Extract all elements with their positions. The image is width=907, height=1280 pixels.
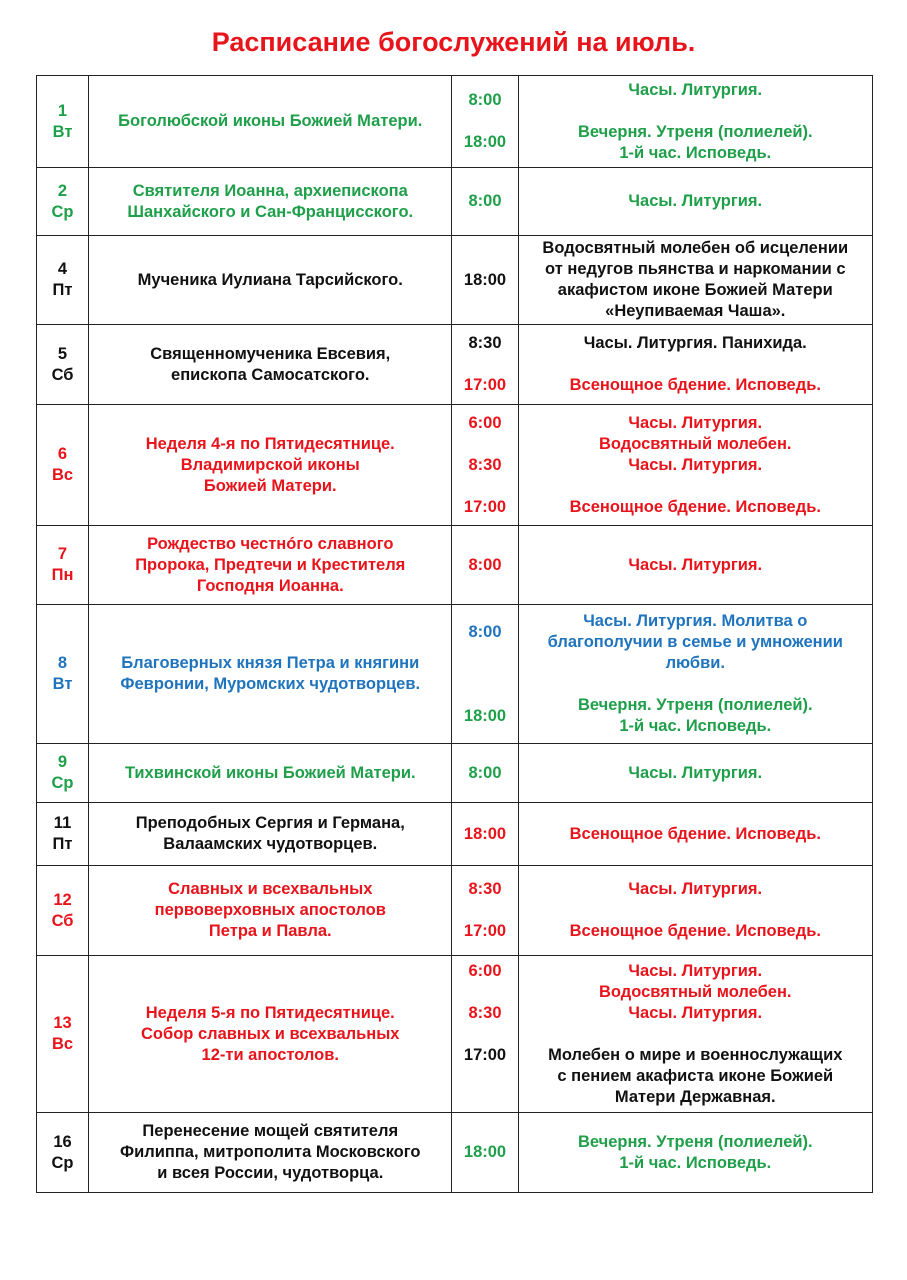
feast-line: Собор славных и всехвальных <box>141 1024 400 1043</box>
schedule-row <box>37 76 873 168</box>
day-number: 11 <box>53 814 72 832</box>
feast-line: Неделя 5-я по Пятидесятнице. <box>145 1003 395 1022</box>
service-line: Вечерня. Утреня (полиелей). <box>577 1132 813 1151</box>
weekday: Пн <box>51 566 74 584</box>
day-number: 9 <box>57 753 68 771</box>
feast-cell <box>89 405 452 526</box>
service-line: Водосвятный молебен. <box>599 982 792 1001</box>
weekday: Вт <box>52 675 73 693</box>
service-time: 8:00 <box>468 763 502 782</box>
feast-cell <box>89 866 452 956</box>
service-line: Водосвятный молебен. <box>599 434 792 453</box>
weekday: Вс <box>51 1035 74 1053</box>
service-time: 8:30 <box>468 334 502 352</box>
feast-cell <box>89 236 452 325</box>
services-cell <box>518 168 872 236</box>
feast-line: 12-ти апостолов. <box>201 1045 339 1064</box>
service-time: 17:00 <box>463 376 507 394</box>
time-cell <box>452 744 518 803</box>
service-line: 1-й час. Исповедь. <box>619 143 772 162</box>
time-cell <box>452 1113 518 1193</box>
time-cell <box>452 956 518 1113</box>
services-cell <box>518 956 872 1113</box>
feast-cell <box>89 744 452 803</box>
service-line: Часы. Литургия. <box>628 555 763 574</box>
weekday: Вт <box>52 122 73 141</box>
day-number: 5 <box>57 344 68 363</box>
services-cell <box>518 76 872 168</box>
feast-line: Тихвинской иконы Божией Матери. <box>124 763 416 782</box>
service-time: 8:00 <box>468 622 502 641</box>
date-cell <box>37 405 89 526</box>
feast-line: Боголюбской иконы Божией Матери. <box>118 112 423 130</box>
service-time: 17:00 <box>463 497 507 516</box>
service-line <box>525 900 866 921</box>
service-line: благополучии в семье и умножении <box>547 633 843 651</box>
service-line: Всенощное бдение. Исповедь. <box>569 922 821 940</box>
schedule-row <box>37 605 873 744</box>
feast-line: первоверховных апостолов <box>154 901 386 919</box>
service-time <box>458 476 511 497</box>
service-time: 18:00 <box>463 824 507 843</box>
service-line: Всенощное бдение. Исповедь. <box>569 376 821 394</box>
service-line: Часы. Литургия. Молитва о <box>583 612 808 630</box>
schedule-body <box>37 76 873 1193</box>
service-line: от недугов пьянства и наркомании с <box>545 260 846 278</box>
service-time <box>458 1066 511 1087</box>
service-time: 18:00 <box>463 706 507 725</box>
feast-line: Благоверных князя Петра и княгини <box>121 654 420 672</box>
service-line: Молебен о мире и военнослужащих <box>548 1045 843 1064</box>
schedule-row <box>37 405 873 526</box>
feast-line: Преподобных Сергия и Германа, <box>135 814 405 832</box>
weekday: Ср <box>51 774 74 792</box>
service-time: 17:00 <box>463 922 507 940</box>
feast-line: Петра и Павла. <box>208 922 332 940</box>
services-cell <box>518 744 872 803</box>
services-cell <box>518 866 872 956</box>
feast-cell <box>89 1113 452 1193</box>
time-cell <box>452 76 518 168</box>
service-line <box>525 1024 866 1045</box>
day-number: 2 <box>57 181 68 200</box>
schedule-row <box>37 236 873 325</box>
feast-line: Шанхайского и Сан-Францисского. <box>127 202 414 221</box>
date-cell <box>37 325 89 405</box>
service-time <box>458 1024 511 1045</box>
service-line <box>525 354 866 375</box>
day-number: 7 <box>57 545 68 563</box>
services-cell <box>518 236 872 325</box>
feast-line: Перенесение мощей святителя <box>142 1122 399 1140</box>
service-time: 8:30 <box>468 1003 502 1022</box>
date-cell <box>37 526 89 605</box>
time-cell <box>452 866 518 956</box>
feast-line: Владимирской иконы <box>180 455 360 474</box>
weekday: Сб <box>51 365 74 384</box>
schedule-row <box>37 744 873 803</box>
time-cell <box>452 803 518 866</box>
weekday: Пт <box>52 281 73 299</box>
schedule-row <box>37 803 873 866</box>
day-number: 13 <box>53 1014 72 1032</box>
service-line: Часы. Литургия. <box>628 961 763 980</box>
feast-cell <box>89 803 452 866</box>
feast-line: Рождество честнóго славного <box>147 534 394 553</box>
schedule-row <box>37 526 873 605</box>
schedule-row <box>37 325 873 405</box>
services-cell <box>518 605 872 744</box>
schedule-table <box>36 75 873 1193</box>
date-cell <box>37 76 89 168</box>
day-number: 16 <box>53 1132 72 1151</box>
date-cell <box>37 744 89 803</box>
service-line: акафистом иконе Божией Матери <box>557 281 833 299</box>
service-line: «Неупиваемая Чаша». <box>605 302 786 320</box>
service-time: 8:00 <box>468 555 502 574</box>
service-time: 18:00 <box>463 133 507 151</box>
service-line: 1-й час. Исповедь. <box>619 1153 772 1172</box>
service-time: 8:30 <box>468 880 502 898</box>
date-cell <box>37 866 89 956</box>
date-cell <box>37 605 89 744</box>
service-line: Водосвятный молебен об исцелении <box>542 239 849 257</box>
weekday: Ср <box>51 1153 74 1172</box>
feast-line: Пророка, Предтечи и Крестителя <box>135 555 406 574</box>
service-time <box>458 982 511 1003</box>
feast-cell <box>89 325 452 405</box>
service-time: 8:00 <box>468 192 502 210</box>
page-title: Расписание богослужений на июль. <box>211 27 696 57</box>
schedule-row <box>37 168 873 236</box>
time-cell <box>452 405 518 526</box>
service-line: 1-й час. Исповедь. <box>619 717 772 735</box>
date-cell <box>37 236 89 325</box>
service-line <box>525 476 866 497</box>
schedule-row <box>37 1113 873 1193</box>
feast-line: и всея России, чудотворца. <box>157 1164 384 1182</box>
feast-line: Святителя Иоанна, архиепископа <box>132 181 408 200</box>
services-cell <box>518 526 872 605</box>
services-cell <box>518 325 872 405</box>
day-number: 12 <box>53 890 72 909</box>
service-time <box>458 664 511 685</box>
weekday: Ср <box>51 202 74 221</box>
service-time <box>458 354 511 375</box>
service-time: 6:00 <box>468 413 502 432</box>
service-time <box>458 685 511 706</box>
weekday: Сб <box>51 911 74 930</box>
feast-line: Славных и всехвальных <box>168 880 373 898</box>
service-time: 6:00 <box>468 961 502 980</box>
services-cell <box>518 803 872 866</box>
feast-cell <box>89 76 452 168</box>
feast-line: епископа Самосатского. <box>171 365 370 384</box>
service-time: 8:00 <box>468 91 502 109</box>
feast-line: Божией Матери. <box>203 476 337 495</box>
feast-line: Валаамских чудотворцев. <box>163 835 378 853</box>
feast-line: Господня Иоанна. <box>196 576 344 595</box>
service-line <box>525 101 866 122</box>
day-number: 1 <box>57 101 68 120</box>
services-cell <box>518 405 872 526</box>
time-cell <box>452 605 518 744</box>
date-cell <box>37 956 89 1113</box>
service-time: 17:00 <box>463 1045 507 1064</box>
service-time <box>458 434 511 455</box>
service-line <box>525 674 866 695</box>
feast-line: Мученика Иулиана Тарсийского. <box>137 270 403 289</box>
service-line: Всенощное бдение. Исповедь. <box>569 497 821 516</box>
weekday: Пт <box>52 835 73 853</box>
feast-line: Февронии, Муромских чудотворцев. <box>120 675 421 693</box>
service-time <box>458 111 511 132</box>
feast-cell <box>89 526 452 605</box>
service-line: Часы. Литургия. <box>628 80 763 99</box>
day-number: 8 <box>57 654 68 672</box>
feast-line: Филиппа, митрополита Московского <box>120 1143 421 1161</box>
service-time <box>458 1087 511 1108</box>
service-line: Часы. Литургия. Панихида. <box>583 334 807 352</box>
day-number: 6 <box>57 445 68 463</box>
service-line: Часы. Литургия. <box>628 880 763 898</box>
date-cell <box>37 168 89 236</box>
service-time <box>458 900 511 921</box>
day-number: 4 <box>57 260 68 278</box>
service-line: Вечерня. Утреня (полиелей). <box>577 696 813 714</box>
time-cell <box>452 236 518 325</box>
date-cell <box>37 803 89 866</box>
feast-cell <box>89 168 452 236</box>
service-time: 18:00 <box>463 270 507 289</box>
service-time: 8:30 <box>468 455 502 474</box>
feast-line: Неделя 4-я по Пятидесятнице. <box>145 434 395 453</box>
service-line: Часы. Литургия. <box>628 192 763 210</box>
service-line: любви. <box>665 654 725 672</box>
service-line: Всенощное бдение. Исповедь. <box>569 824 821 843</box>
time-cell <box>452 168 518 236</box>
service-line: с пением акафиста иконе Божией <box>557 1066 834 1085</box>
service-time: 18:00 <box>463 1143 507 1161</box>
service-line: Часы. Литургия. <box>628 763 763 782</box>
service-line: Часы. Литургия. <box>628 455 763 474</box>
schedule-row <box>37 956 873 1113</box>
service-line: Вечерня. Утреня (полиелей). <box>577 122 813 141</box>
time-cell <box>452 526 518 605</box>
services-cell <box>518 1113 872 1193</box>
feast-line: Священномученика Евсевия, <box>150 344 391 363</box>
time-cell <box>452 325 518 405</box>
schedule-row <box>37 866 873 956</box>
service-line: Часы. Литургия. <box>628 1003 763 1022</box>
weekday: Вс <box>51 466 74 484</box>
service-time <box>458 643 511 664</box>
service-line: Матери Державная. <box>614 1087 776 1106</box>
date-cell <box>37 1113 89 1193</box>
feast-cell <box>89 605 452 744</box>
service-line: Часы. Литургия. <box>628 413 763 432</box>
feast-cell <box>89 956 452 1113</box>
